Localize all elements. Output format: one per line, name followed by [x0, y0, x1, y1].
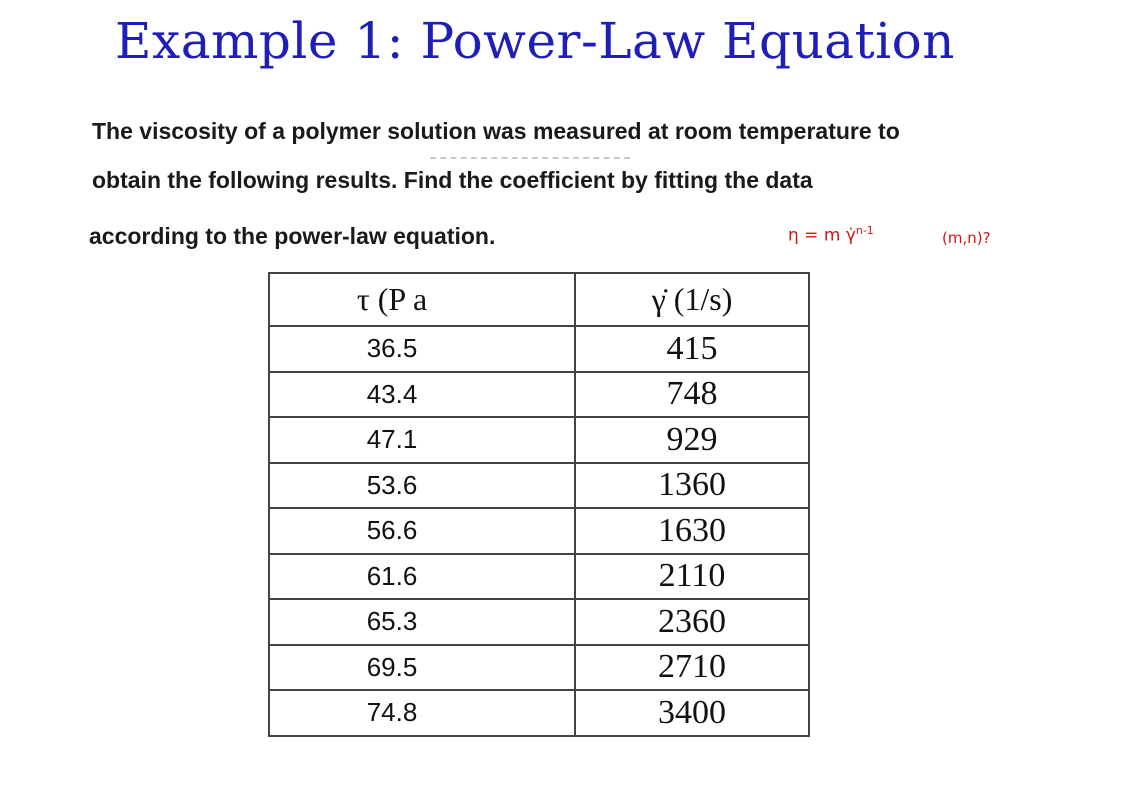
rate-cell: 2360 [575, 599, 809, 645]
rate-cell: 748 [575, 372, 809, 418]
stress-cell: 56.6 [269, 508, 575, 554]
table-row [269, 463, 809, 509]
header-shear-stress: τ (P a [269, 273, 575, 326]
problem-text-line-1: The viscosity of a polymer solution was measured at room temperature to [92, 118, 900, 144]
problem-text-line-2: obtain the following results. Find the coefficient by fitting the data [92, 167, 813, 193]
stress-cell: 69.5 [269, 645, 575, 691]
table-header-row [269, 273, 809, 326]
stress-cell: 61.6 [269, 554, 575, 600]
stress-cell: 65.3 [269, 599, 575, 645]
equation-exponent: n-1 [855, 224, 874, 237]
stress-cell: 43.4 [269, 372, 575, 418]
rate-cell: 2110 [575, 554, 809, 600]
table-row [269, 645, 809, 691]
problem-text-line-3: according to the power-law equation. [89, 223, 496, 249]
stress-cell: 53.6 [269, 463, 575, 509]
stress-cell: 74.8 [269, 690, 575, 736]
table-row [269, 372, 809, 418]
slide-title: Example 1: Power-Law Equation [115, 12, 955, 70]
rate-cell: 415 [575, 326, 809, 372]
header-shear-rate: γ̇ (1/s) [575, 273, 809, 326]
equation-base: η = m γ̇ [788, 225, 856, 246]
table-row [269, 554, 809, 600]
table-row [269, 508, 809, 554]
stress-cell: 47.1 [269, 417, 575, 463]
table-row [269, 690, 809, 736]
rate-cell: 1630 [575, 508, 809, 554]
rate-cell: 3400 [575, 690, 809, 736]
table-row [269, 326, 809, 372]
table-row [269, 417, 809, 463]
handwritten-unknowns: (m,n)? [942, 229, 991, 247]
rate-cell: 2710 [575, 645, 809, 691]
rate-cell: 1360 [575, 463, 809, 509]
stress-cell: 36.5 [269, 326, 575, 372]
rate-cell: 929 [575, 417, 809, 463]
table-row [269, 599, 809, 645]
underline-mark [430, 157, 630, 165]
handwritten-equation [788, 224, 874, 246]
data-table [268, 272, 810, 737]
